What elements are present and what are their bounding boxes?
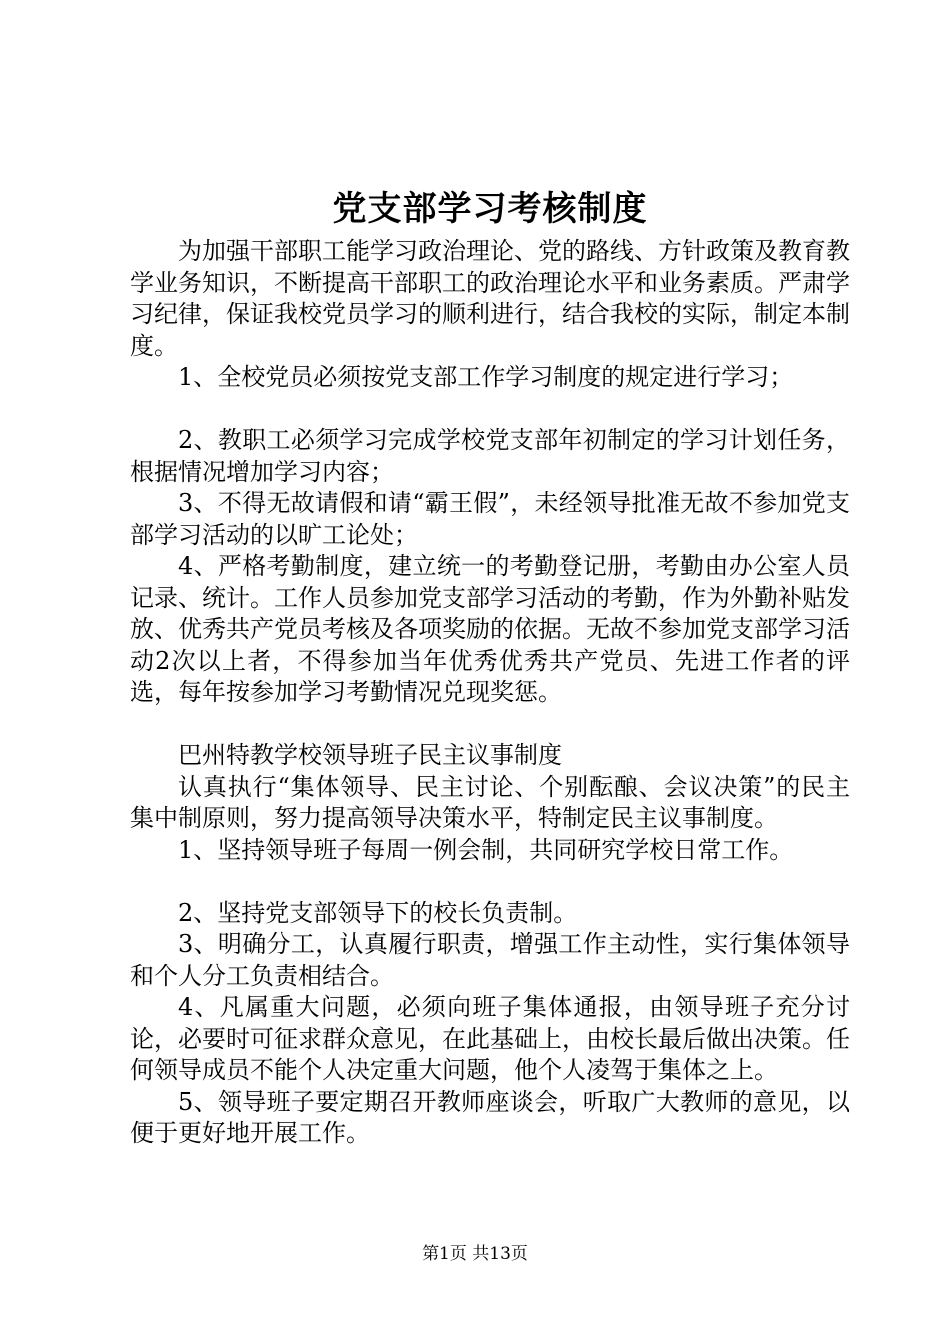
document-body <box>130 236 850 1150</box>
section-intro-paragraph: 认真执行“集体领导、民主讨论、个别酝酿、会议决策”的民主集中制原则，努力提高领导决策水平，特制定民主议事制度。 <box>130 772 850 832</box>
section-heading: 巴州特教学校领导班子民主议事制度 <box>178 741 562 769</box>
rule-item-4: 4、严格考勤制度，建立统一的考勤登记册，考勤由办公室人员记录、统计。工作人员参加党支部学习活动的考勤，作为外勤补贴发放、优秀共产党员考核及各项奖励的依据。无故不参加党支部学习活动2次以上者，不得参加当年优秀优秀共产党员、先进工作者的评选，每年按参加学习考勤情况兑现奖惩。 <box>130 552 850 706</box>
intro-paragraph: 为加强干部职工能学习政治理论、党的路线、方针政策及教育教学业务知识，不断提高干部职工的政治理论水平和业务素质。严肃学习纪律，保证我校党员学习的顺利进行，结合我校的实际，制定本制度。 <box>130 237 850 360</box>
page-footer: 第1页 共13页 <box>422 1244 528 1264</box>
rule-item-1: 1、全校党员必须按党支部工作学习制度的规定进行学习； <box>178 363 794 391</box>
section-item-1: 1、坚持领导班子每周一例会制，共同研究学校日常工作。 <box>178 835 794 864</box>
section-item-5: 5、领导班子要定期召开教师座谈会，听取广大教师的意见，以便于更好地开展工作。 <box>130 1087 850 1147</box>
rule-item-3: 3、不得无故请假和请“霸王假”，未经领导批准无故不参加党支部学习活动的以旷工论处； <box>130 489 850 549</box>
section-item-2: 2、坚持党支部领导下的校长负责制。 <box>178 898 578 927</box>
rule-item-2: 2、教职工必须学习完成学校党支部年初制定的学习计划任务，根据情况增加学习内容； <box>130 426 850 486</box>
document-title: 党支部学习考核制度 <box>332 189 648 229</box>
document-page <box>130 0 850 1344</box>
section-item-3: 3、明确分工，认真履行职责，增强工作主动性，实行集体领导和个人分工负责相结合。 <box>130 930 850 990</box>
section-item-4: 4、凡属重大问题，必须向班子集体通报，由领导班子充分讨论，必要时可征求群众意见，在此基础上，由校长最后做出决策。任何领导成员不能个人决定重大问题，他个人凌驾于集体之上。 <box>130 993 850 1084</box>
